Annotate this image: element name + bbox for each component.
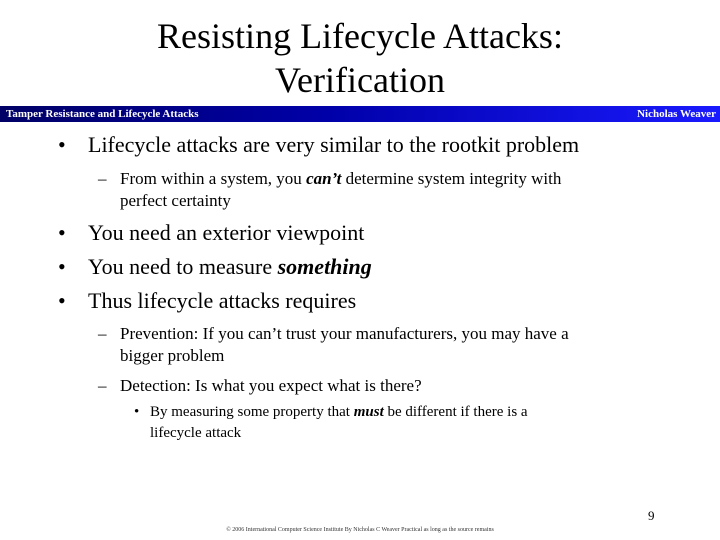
- emphasis-something: something: [277, 254, 372, 279]
- bullet-4-sub-2-sub-1: By measuring some property that must be different if there is a: [150, 404, 528, 420]
- bullet-dot-icon: •: [58, 220, 66, 245]
- bullet-1-sub-1-line-2: perfect certainty: [120, 191, 231, 210]
- bullet-4: Thus lifecycle attacks requires: [88, 288, 357, 313]
- header-author: Nicholas Weaver: [637, 108, 716, 120]
- dash-icon: –: [98, 169, 107, 188]
- bullet-4-sub-1: Prevention: If you can’t trust your manufacturers, you may have a: [120, 324, 569, 343]
- bullet-dot-icon: •: [58, 254, 66, 279]
- bullet-4-sub-1-line-2: bigger problem: [120, 346, 225, 365]
- dash-icon: –: [98, 324, 107, 343]
- emphasis-must: must: [353, 404, 384, 420]
- bullet-1: Lifecycle attacks are very similar to the rootkit problem: [88, 132, 580, 157]
- header-course-title: Tamper Resistance and Lifecycle Attacks: [6, 108, 199, 120]
- bullet-dot-icon: •: [58, 132, 66, 157]
- title-line-1: Resisting Lifecycle Attacks:: [157, 16, 563, 56]
- dash-icon: –: [98, 376, 107, 395]
- bullet-dot-icon: •: [134, 404, 140, 420]
- title-line-2: Verification: [275, 60, 445, 100]
- slide-number: 9: [648, 508, 655, 523]
- bullet-4-sub-2-sub-1-line-2: lifecycle attack: [150, 425, 242, 441]
- emphasis-cant: can’t: [306, 169, 342, 188]
- bullet-2: You need an exterior viewpoint: [88, 220, 365, 245]
- footer-copyright: © 2006 International Computer Science Institute By Nicholas C Weaver Practical as long as the source remains: [226, 527, 494, 533]
- bullet-3: You need to measure something: [88, 254, 372, 279]
- bullet-dot-icon: •: [58, 288, 66, 313]
- slide-title: [0, 14, 720, 102]
- header-bar: [0, 106, 720, 122]
- bullet-1-sub-1: From within a system, you can’t determine system integrity with: [120, 169, 562, 188]
- bullet-4-sub-2: Detection: Is what you expect what is there?: [120, 376, 422, 395]
